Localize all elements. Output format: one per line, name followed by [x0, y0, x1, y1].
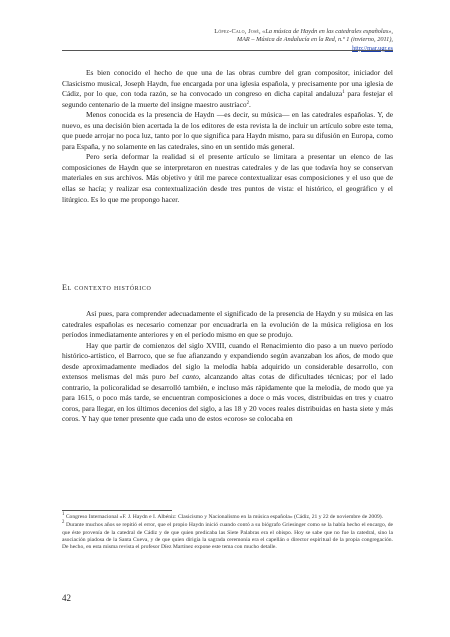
context-section	[62, 309, 393, 425]
intro-p1-text-a: Es bien conocido el hecho de que una de las obras cumbre del gran compositor, iniciador del Clasicismo musical, Joseph Haydn, fue encargada por una iglesia española, y precisamente por una iglesia de Cádiz, por lo que, con toda razón, se ha convocado un congreso en dicha capital andaluza	[62, 68, 393, 99]
footnote-2-text: Durante muchos años se repitió el error, que el propio Haydn inició cuando contó a su biógrafo Griesinger como se la había hecho el encargo, de que éste provenía de la catedral de Cádiz y de que quien predicaba las Siete Palabras era el obispo. Hoy se sabe que no fue la catedral, sino la asociación piadosa de la Santa Cueva, y de que quien dirigía la sagrada ceremonia era el capellán o director espiritual de la propia congregación. De hecho, en esta misma revista el profesor Díez Martínez expone este tema con mucho detalle.	[62, 522, 393, 551]
intro-paragraph-1	[62, 68, 393, 110]
page-number: 42	[62, 593, 71, 603]
footnote-2	[62, 522, 393, 551]
header-rule	[62, 50, 393, 51]
intro-section	[62, 68, 393, 205]
context-p2-text-a: Hay que partir de comienzos del siglo XVIII, cuando el Renacimiento dio paso a un nuevo período histórico-artístico, el Barroco, que se fue afianzando y expandiendo según avanzaban los años, de modo que desde aproximadamente mediados del siglo la melodía había adquirido un considerable desarrollo, con extensos melismas del más puro	[62, 340, 393, 382]
intro-paragraph-2: Menos conocida es la presencia de Haydn —es decir, su música— en las catedrales españolas. Y, de nuevo, es una decisión bien acertada la de los editores de esta revista la de incluir un artículo sobre este tema, que puede arrojar no poca luz, tanto por lo que significa para Haydn mismo, para su difusión en Europa, como para España, y no solamente en las catedrales, sino en un sentido más general.	[62, 110, 393, 151]
intro-p1-text-c: .	[249, 99, 251, 109]
footnote-2-number: 2	[62, 520, 65, 526]
header-issue: , n.º 1 (invierno, 2011),	[334, 36, 393, 44]
header-author: López-Calo, José	[214, 28, 260, 35]
footnote-1-number: 1	[62, 512, 65, 517]
header-journal-link[interactable]: http://mar.ugr.es	[352, 44, 393, 52]
context-p2-text-b: , alcanzando altas cotas de dificultades técnicas; por el lado contrario, la policoralidad se desarrolló también, e incluso más rápidamente que la melodía, de modo que ya para 1615, o poco más tarde, se encuentran composiciones a doce o más voces, distribuidas en tres y cuatro coros, para llegar, en los últimos decenios del siglo, a las 18 y 20 voces reales distribuidas en hasta siete y más coros. Y hay que tener presente que cada uno de estos «coros» se colocaba en	[62, 372, 393, 424]
context-paragraph-1: Así pues, para comprender adecuadamente el significado de la presencia de Haydn y su música en las catedrales españolas es necesario comenzar por encuadrarla en la evolución de la música religiosa en los períodos inmediatamente anteriores y en el período mismo en que se produjo.	[62, 309, 393, 340]
section-heading: El contexto histórico	[62, 283, 152, 292]
footnote-rule	[62, 510, 172, 511]
context-paragraph-2	[62, 341, 393, 425]
header-article-title: , «La música de Haydn en las catedrales españolas»,	[259, 28, 393, 35]
context-p2-emphasis: bel canto	[169, 372, 199, 382]
intro-p1-text-b: para festejar el segundo centenario de la muerte del insigne maestro austríaco	[62, 89, 393, 109]
footnote-1	[62, 514, 393, 521]
footnote-ref-2[interactable]: 2	[246, 100, 250, 106]
intro-paragraph-3: Pero sería deformar la realidad si el presente artículo se limitara a presentar un elenco de las composiciones de Haydn que se interpretaron en nuestras catedrales y de las que todavía hoy se conservan materiales en sus archivos. Más objetivo y útil me parece contextualizar esas composiciones y el uso que de ellas se hacía; y realizar esa contextualización desde tres puntos de vista: el histórico, el geográfico y el litúrgico. Es lo que me propongo hacer.	[62, 152, 393, 204]
header-journal: MAR – Música de Andalucía en la Red	[236, 36, 335, 44]
footnotes	[62, 514, 393, 552]
footnote-1-text: Congreso Internacional «F. J. Haydn e I. Albéniz: Clasicismo y Nacionalismo en la música española» (Cádiz, 21 y 22 de noviembre de 2009).	[65, 514, 384, 520]
footnote-ref-1[interactable]: 1	[342, 90, 345, 96]
